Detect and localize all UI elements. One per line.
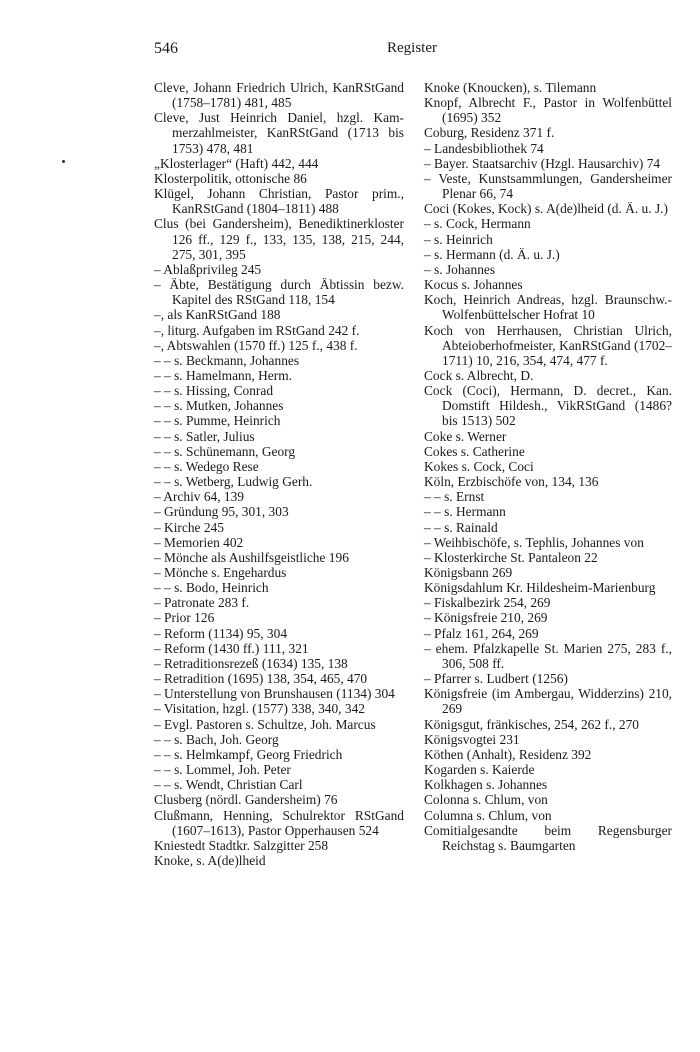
index-entry: Cock s. Albrecht, D.: [424, 367, 534, 383]
index-entry: Clusberg (nördl. Gandersheim) 76: [154, 792, 338, 808]
index-entry: – – s. Bodo, Heinrich: [154, 580, 269, 596]
index-entry: – Reform (1134) 95, 304: [154, 625, 288, 641]
index-entry: – Fiskalbezirk 254, 269: [424, 595, 551, 611]
index-entry: –, als KanRStGand 188: [154, 307, 281, 323]
index-entry: – Pfalz 161, 264, 269: [424, 625, 539, 641]
index-entry: Cleve, Johann Friedrich Ulrich, KanRStGand (1758–1781) 481, 485: [154, 80, 404, 111]
index-entry: – ehem. Pfalzkapelle St. Marien 275, 283 f., 306, 508 ff.: [424, 640, 672, 671]
index-entry: – Kirche 245: [154, 519, 224, 535]
index-entry: Königsbann 269: [424, 565, 513, 580]
index-entry: Kogarden s. Kaierde: [424, 762, 535, 778]
index-column-left: [154, 80, 404, 868]
index-entry: – Evgl. Pastoren s. Schultze, Joh. Marcus: [154, 716, 376, 732]
index-entry: Klügel, Johann Christian, Pastor prim., KanRStGand (1804–1811) 488: [154, 186, 404, 217]
index-entry: Cleve, Just Heinrich Daniel, hzgl. Kammerzahlmeister, KanRStGand (1713 bis 1753) 478, 481: [154, 110, 404, 156]
index-entry: Cock (Coci), Hermann, D. decret., Kan. Domstift Hildesh., VikRStGand (1486? bis 1513) 502: [424, 383, 672, 429]
page-header: [154, 40, 670, 62]
index-entry: – s. Heinrich: [424, 231, 493, 247]
index-entry: Klosterpolitik, ottonische 86: [154, 170, 307, 186]
index-entry: – – s. Hamelmann, Herm.: [154, 367, 292, 383]
index-entry: – Mönche als Aushilfsgeistliche 196: [154, 549, 349, 565]
running-head: Register: [387, 40, 437, 56]
index-entry: Coci (Kokes, Kock) s. A(de)lheid (d. Ä. u. J.): [424, 201, 668, 217]
index-entry: – Gründung 95, 301, 303: [154, 504, 289, 520]
index-entry: Köthen (Anhalt), Residenz 392: [424, 746, 592, 762]
index-column-right: [424, 80, 672, 853]
index-entry: Clus (bei Gandersheim), Benediktinerkloster 126 ff., 129 f., 133, 135, 138, 215, 244, 275, 301, 395: [154, 216, 404, 262]
index-entry: Coke s. Werner: [424, 428, 507, 444]
index-entry: – s. Cock, Hermann: [424, 216, 531, 232]
index-entry: – Visitation, hzgl. (1577) 338, 340, 342: [154, 701, 365, 717]
page-number: 546: [154, 40, 178, 57]
index-entry: – Ablaßprivileg 245: [154, 261, 262, 277]
index-entry: Koch, Heinrich Andreas, hzgl. Braunschw.-Wolfenbüttelscher Hofrat 10: [424, 292, 672, 323]
index-entry: Kniestedt Stadtkr. Salzgitter 258: [154, 837, 329, 853]
index-entry: – – s. Helmkampf, Georg Friedrich: [154, 746, 343, 762]
index-entry: – – s. Wendt, Christian Carl: [154, 777, 303, 793]
index-entry: Knoke, s. A(de)lheid: [154, 852, 266, 868]
index-entry: – – s. Lommel, Joh. Peter: [154, 762, 291, 778]
index-entry: Knopf, Albrecht F., Pastor in Wolfenbüttel (1695) 352: [424, 95, 672, 126]
index-entry: Clußmann, Henning, Schulrektor RStGand (1607–1613), Pastor Opperhausen 524: [154, 807, 404, 838]
index-entry: – – s. Mutken, Johannes: [154, 398, 284, 414]
index-entry: –, liturg. Aufgaben im RStGand 242 f.: [154, 322, 360, 338]
index-entry: – s. Johannes: [424, 261, 496, 277]
index-entry: Königsdahlum Kr. Hildesheim-Marienburg: [424, 580, 656, 596]
index-entry: Columna s. Chlum, von: [424, 807, 552, 823]
index-entry: – Pfarrer s. Ludbert (1256): [424, 671, 568, 687]
index-entry: Comitialgesandte beim Regensburger Reichstag s. Baumgarten: [424, 822, 672, 853]
index-entry: – Äbte, Bestätigung durch Äbtissin bezw. Kapitel des RStGand 118, 154: [154, 277, 404, 308]
index-entry: Colonna s. Chlum, von: [424, 792, 548, 808]
index-entry: – – s. Schünemann, Georg: [154, 443, 296, 459]
index-entry: – – s. Wetberg, Ludwig Gerh.: [154, 474, 313, 490]
index-entry: Köln, Erzbischöfe von, 134, 136: [424, 474, 599, 490]
index-entry: Kolkhagen s. Johannes: [424, 777, 548, 793]
index-entry: – Klosterkirche St. Pantaleon 22: [424, 549, 598, 565]
index-entry: – – s. Beckmann, Johannes: [154, 352, 300, 368]
index-entry: – Veste, Kunstsammlungen, Gandersheimer Plenar 66, 74: [424, 170, 672, 202]
index-entry: Cokes s. Catherine: [424, 443, 525, 459]
index-entry: – Mönche s. Engehardus: [154, 565, 287, 580]
index-entry: – Memorien 402: [154, 534, 244, 550]
index-entry: – – s. Satler, Julius: [154, 428, 255, 444]
index-entry: – – s. Bach, Joh. Georg: [154, 731, 279, 747]
index-entry: –, Abtswahlen (1570 ff.) 125 f., 438 f.: [154, 337, 358, 353]
index-entry: – Reform (1430 ff.) 111, 321: [154, 640, 309, 656]
index-entry: – Archiv 64, 139: [154, 489, 245, 505]
index-entry: – Weihbischöfe, s. Tephlis, Johannes von: [424, 534, 644, 550]
index-entry: – – s. Hissing, Conrad: [154, 383, 274, 399]
index-entry: – – s. Wedego Rese: [154, 458, 259, 474]
index-entry: „Klosterlager“ (Haft) 442, 444: [154, 155, 319, 171]
index-entry: – Unterstellung von Brunshausen (1134) 304: [154, 686, 395, 702]
index-entry: Königsvogtei 231: [424, 731, 520, 747]
index-entry: – s. Hermann (d. Ä. u. J.): [424, 246, 560, 262]
index-entry: – Retraditionsrezeß (1634) 135, 138: [154, 655, 348, 671]
index-entry: Kocus s. Johannes: [424, 277, 523, 293]
index-entry: – Retradition (1695) 138, 354, 465, 470: [154, 671, 368, 687]
index-entry: – Bayer. Staatsarchiv (Hzgl. Hausarchiv) 74: [424, 155, 661, 171]
index-entry: – Landesbibliothek 74: [424, 140, 544, 156]
index-entry: Königsfreie (im Ambergau, Widderzins) 210, 269: [424, 686, 672, 717]
index-entry: – Königsfreie 210, 269: [424, 610, 548, 626]
index-entry: – Prior 126: [154, 610, 215, 626]
index-entry: – – s. Pumme, Heinrich: [154, 413, 281, 429]
index-entry: Knoke (Knoucken), s. Tilemann: [424, 80, 597, 95]
index-entry: – – s. Ernst: [424, 489, 485, 505]
index-entry: Kokes s. Cock, Coci: [424, 458, 534, 474]
index-entry: – – s. Hermann: [424, 504, 506, 520]
index-entry: Coburg, Residenz 371 f.: [424, 125, 555, 141]
index-entry: Koch von Herrhausen, Christian Ulrich, Abteioberhofmeister, KanRStGand (1702–1711) 10, 216, 354, 474, 477 f.: [424, 322, 672, 368]
index-entry: Königsgut, fränkisches, 254, 262 f., 270: [424, 716, 639, 732]
stray-mark: [62, 160, 65, 163]
index-entry: – – s. Rainald: [424, 519, 498, 535]
index-entry: – Patronate 283 f.: [154, 595, 250, 611]
